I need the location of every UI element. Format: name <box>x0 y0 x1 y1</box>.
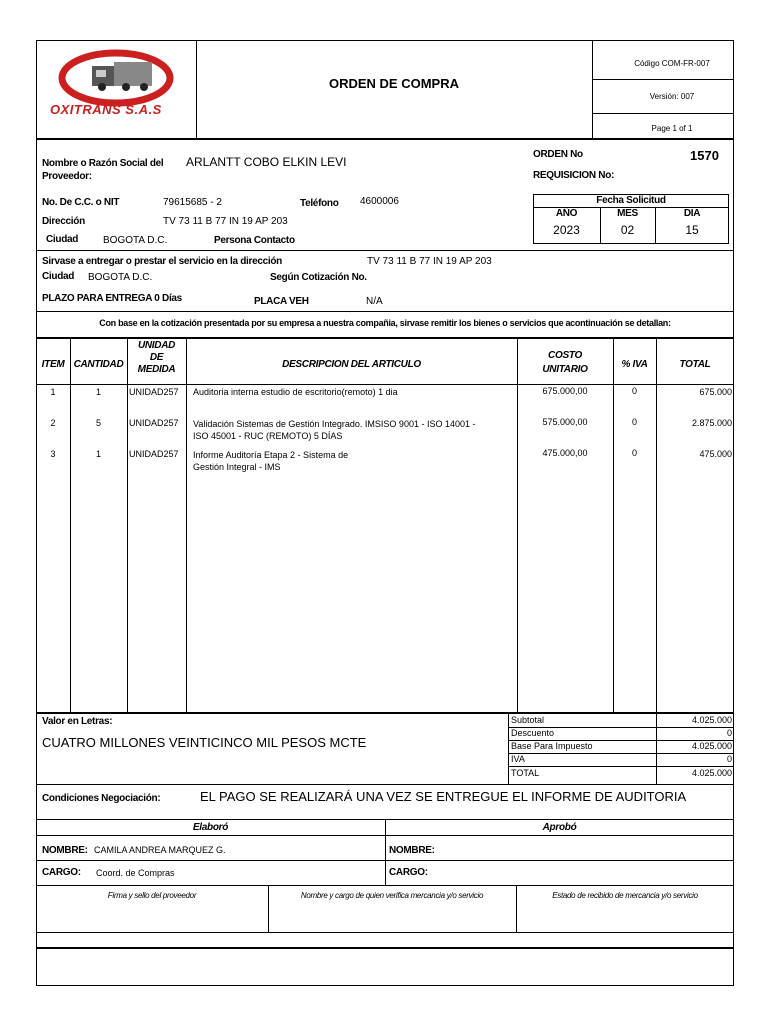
th-item: ITEM <box>41 359 65 370</box>
subtotal-value: 4.025.000 <box>691 715 732 725</box>
nit-value: 79615685 - 2 <box>163 197 222 208</box>
intro-text: Con base en la cotización presentada por su empresa a nuestra compañia, sirvase remitir los bienes o servicios que acontinuación se detallan: <box>99 318 671 328</box>
document-title: ORDEN DE COMPRA <box>328 76 459 91</box>
elaboro-cargo: Coord. de Compras <box>96 868 175 878</box>
row-costo: 575.000,00 <box>542 417 588 427</box>
descuento-label: Descuento <box>511 728 555 738</box>
contact-label: Persona Contacto <box>214 235 295 246</box>
cotizacion-label: Según Cotización No. <box>270 272 367 283</box>
elaboro-label: Elaboró <box>192 822 229 833</box>
day-label: DIA <box>683 208 701 219</box>
verifica-label: Nombre y cargo de quien verifica mercancia y/o servicio <box>300 891 484 900</box>
total-label: TOTAL <box>511 768 540 778</box>
document-version: Versión: 007 <box>649 92 695 101</box>
order-number: 1570 <box>690 148 719 163</box>
year-value: 2023 <box>553 223 580 237</box>
row-unidad: UNIDAD257 <box>129 387 179 397</box>
delivery-city-label: Ciudad <box>42 271 75 282</box>
descuento-value: 0 <box>726 728 732 738</box>
row-descripcion: Validación Sistemas de Gestión Integrado. IMSISO 9001 - ISO 14001 - ISO 45001 - RUC (REMOTO) 5 DÍAS <box>193 419 476 441</box>
th-iva: % IVA <box>621 359 648 370</box>
supplier-name-label: Nombre o Razón Social del Proveedor: <box>42 158 164 182</box>
supplier-name: ARLANTT COBO ELKIN LEVI <box>186 155 347 169</box>
conditions-label: Condiciones Negociación: <box>42 793 161 804</box>
conditions-text: EL PAGO SE REALIZARÁ UNA VEZ SE ENTREGUE EL INFORME DE AUDITORIA <box>200 789 687 804</box>
aprobo-cargo-label: CARGO: <box>389 867 428 878</box>
row-total: 2.875.000 <box>691 418 732 428</box>
th-descripcion: DESCRIPCION DEL ARTICULO <box>282 359 421 370</box>
company-logo <box>40 44 192 134</box>
month-label: MES <box>617 208 638 219</box>
row-unidad: UNIDAD257 <box>129 449 179 459</box>
nit-label: No. De C.C. o NIT <box>42 197 120 208</box>
valor-letras: CUATRO MILLONES VEINTICINCO MIL PESOS MCTE <box>42 735 367 750</box>
row-descripcion: Auditoria interna estudio de escritorio(remoto) 1 dia <box>193 387 398 397</box>
th-cantidad: CANTIDAD <box>73 359 124 370</box>
th-total: TOTAL <box>679 359 711 370</box>
th-unidad: UNIDAD DE MEDIDA <box>137 340 176 375</box>
row-costo: 675.000,00 <box>542 386 588 396</box>
table-row: 3 <box>50 449 56 459</box>
subtotal-label: Subtotal <box>511 715 545 725</box>
row-cantidad: 1 <box>95 387 101 397</box>
company-name: OXITRANS S.A.S <box>50 102 162 117</box>
address-value: TV 73 11 B 77 IN 19 AP 203 <box>163 216 288 227</box>
total-value: 4.025.000 <box>691 768 732 778</box>
base-value: 4.025.000 <box>691 741 732 751</box>
plazo-label: PLAZO PARA ENTREGA 0 Días <box>42 293 182 304</box>
phone-label: Teléfono <box>300 198 339 209</box>
page-number: Page 1 of 1 <box>651 124 693 133</box>
iva-label: IVA <box>511 754 525 764</box>
city-value: BOGOTA D.C. <box>103 235 168 246</box>
requisicion-label: REQUISICION No: <box>533 170 615 181</box>
placa-value: N/A <box>366 296 383 307</box>
month-value: 02 <box>620 223 635 237</box>
fecha-solicitud-label: Fecha Solicitud <box>596 195 666 206</box>
aprobo-label: Aprobó <box>542 822 577 833</box>
valor-letras-label: Valor en Letras: <box>42 716 113 727</box>
row-costo: 475.000,00 <box>542 448 588 458</box>
address-label: Dirección <box>42 216 85 227</box>
city-label: Ciudad <box>46 234 79 245</box>
estado-label: Estado de recibido de mercancia y/o servicio <box>552 891 698 900</box>
row-unidad: UNIDAD257 <box>129 418 179 428</box>
placa-label: PLACA VEH <box>254 296 309 307</box>
year-label: AÑO <box>555 208 578 219</box>
delivery-address-label: Sirvase a entregar o prestar el servicio en la dirección <box>42 256 282 267</box>
elaboro-cargo-label: CARGO: <box>42 867 81 878</box>
row-cantidad: 1 <box>95 449 101 459</box>
delivery-address: TV 73 11 B 77 IN 19 AP 203 <box>367 256 492 267</box>
phone-value: 4600006 <box>360 196 399 207</box>
row-total: 675.000 <box>699 387 732 397</box>
row-total: 475.000 <box>699 449 732 459</box>
table-row: 2 <box>50 418 56 428</box>
elaboro-nombre-label: NOMBRE: <box>42 845 88 856</box>
day-value: 15 <box>685 223 699 237</box>
firma-proveedor-label: Firma y sello del proveedor <box>107 891 197 900</box>
base-label: Base Para Impuesto <box>511 741 593 751</box>
row-iva: 0 <box>631 386 637 396</box>
document-code: Código COM-FR-007 <box>634 59 710 68</box>
table-row: 1 <box>50 387 56 397</box>
order-number-label: ORDEN No <box>533 149 583 160</box>
row-cantidad: 5 <box>95 418 101 428</box>
aprobo-nombre-label: NOMBRE: <box>389 845 435 856</box>
th-costo: COSTO UNITARIO <box>542 350 588 375</box>
row-iva: 0 <box>631 448 637 458</box>
delivery-city: BOGOTA D.C. <box>88 272 153 283</box>
row-descripcion: Informe Auditoría Etapa 2 - Sistema de Gestión Integral - IMS <box>193 450 349 472</box>
row-iva: 0 <box>631 417 637 427</box>
elaboro-nombre: CAMILA ANDREA MARQUEZ G. <box>94 845 226 855</box>
iva-value: 0 <box>726 754 732 764</box>
